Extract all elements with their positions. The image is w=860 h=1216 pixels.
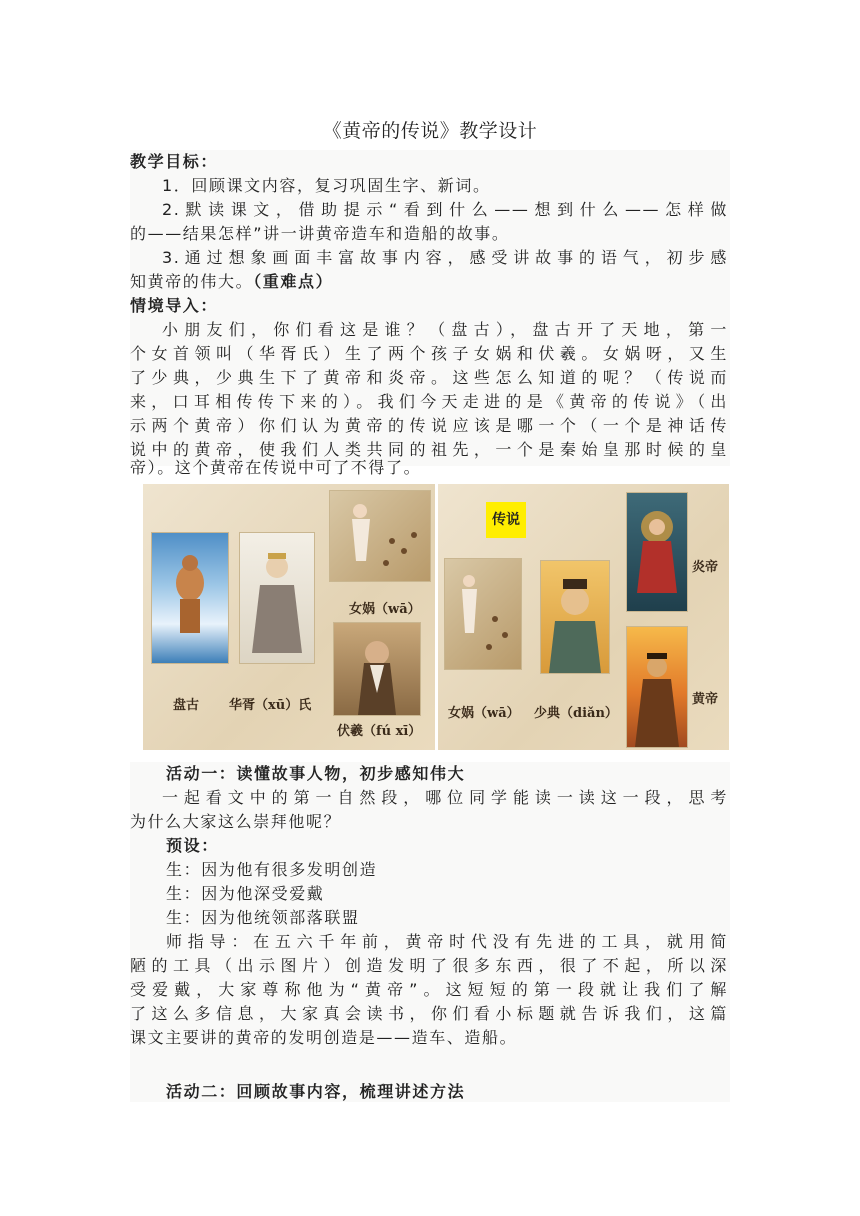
guide-line: 了这么多信息，大家真会读书，你们看小标题就告诉我们，这篇 [130, 1004, 728, 1023]
goal-item: 3.通过想象画面丰富故事内容，感受讲故事的语气，初步感 [162, 248, 728, 267]
student-answer: 生：因为他有很多发明创造 [166, 860, 378, 879]
legend-tag: 传说 [486, 502, 526, 538]
caption-pangu: 盘古 [173, 698, 200, 713]
caption-yandi: 炎帝 [692, 560, 719, 575]
caption-fuxi: 伏羲（fú xī） [337, 724, 422, 739]
guide-line: 课文主要讲的黄帝的发明创造是——造车、造船。 [130, 1028, 518, 1047]
activity1-line: 为什么大家这么崇拜他呢？ [130, 812, 342, 831]
huaxu-figure-icon [240, 533, 314, 663]
fuxi-figure-icon [334, 623, 420, 715]
caption-nuwa: 女娲（wā） [349, 602, 421, 617]
student-answer: 生：因为他深受爱戴 [166, 884, 325, 903]
nuwa-figure-icon [330, 491, 430, 581]
caption-nuwa-right: 女娲（wā） [448, 706, 520, 721]
illustration-figure [143, 484, 729, 750]
guide-line: 受爱戴，大家尊称他为“黄帝”。这短短的第一段就让我们了解 [130, 980, 728, 999]
nuwa-small-icon [445, 559, 521, 669]
intro-line: 来，口耳相传传下来的）。我们今天走进的是《黄帝的传说》（出 [130, 392, 728, 411]
goal-item: 1．回顾课文内容，复习巩固生字、新词。 [162, 176, 491, 195]
huangdi-image [626, 626, 688, 748]
intro-line: 示两个黄帝）你们认为黄帝的传说应该是哪一个（一个是神话传 [130, 416, 728, 435]
goal-item: 的——结果怎样”讲一讲黄帝造车和造船的故事。 [130, 224, 510, 243]
figure-panel-right [438, 484, 729, 750]
student-answer: 生：因为他统领部落联盟 [166, 908, 360, 927]
intro-line: 帝）。这个黄帝在传说中可了不得了。 [130, 458, 422, 477]
guide-line: 师指导：在五六千年前，黄帝时代没有先进的工具，就用简 [166, 932, 728, 951]
pangu-image [151, 532, 229, 664]
intro-line: 小朋友们，你们看这是谁？（盘古），盘古开了天地，第一 [162, 320, 728, 339]
guide-line: 陋的工具（出示图片）创造发明了很多东西，很了不起，所以深 [130, 956, 728, 975]
caption-huangdi: 黄帝 [692, 692, 719, 707]
key-point-label: （重难点） [253, 272, 334, 291]
shaodian-image [540, 560, 610, 674]
nuwa-image-small [444, 558, 522, 670]
intro-line: 了少典，少典生下了黄帝和炎帝。这些怎么知道的呢？（传说而 [130, 368, 728, 387]
huangdi-figure-icon [627, 627, 687, 747]
pangu-figure-icon [152, 533, 228, 663]
nuwa-image [329, 490, 431, 582]
shaodian-figure-icon [541, 561, 609, 673]
figure-panel-left [143, 484, 435, 750]
intro-heading: 情境导入： [130, 296, 219, 315]
intro-line: 个女首领叫（华胥氏）生了两个孩子女娲和伏羲。女娲呀，又生 [130, 344, 728, 363]
activity1-heading: 活动一：读懂故事人物，初步感知伟大 [166, 764, 466, 783]
yandi-figure-icon [627, 493, 687, 611]
goal-item-last [130, 270, 728, 294]
activity2-heading: 活动二：回顾故事内容，梳理讲述方法 [166, 1082, 466, 1101]
yandi-image [626, 492, 688, 612]
goal-item: 2.默读课文，借助提示“看到什么——想到什么——怎样做 [162, 200, 728, 219]
goal-text: 知黄帝的伟大。 [130, 272, 254, 291]
caption-huaxu: 华胥（xū）氏 [229, 698, 312, 713]
preset-label: 预设： [166, 836, 219, 855]
huaxu-image [239, 532, 315, 664]
document-title: 《黄帝的传说》教学设计 [322, 120, 538, 142]
activity1-line: 一起看文中的第一自然段，哪位同学能读一读这一段，思考 [162, 788, 728, 807]
fuxi-image [333, 622, 421, 716]
intro-line: 说中的黄帝，使我们人类共同的祖先，一个是秦始皇那时候的皇 [130, 440, 728, 459]
caption-shaodian: 少典（diǎn） [534, 706, 618, 721]
goals-heading: 教学目标： [130, 152, 219, 171]
